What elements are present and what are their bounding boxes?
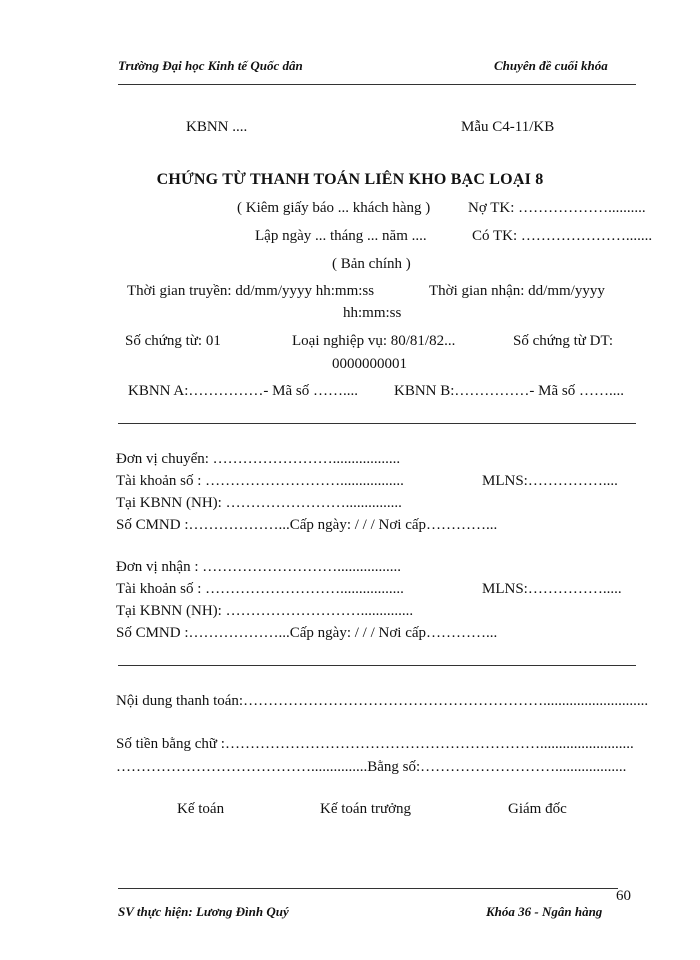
header-school: Trường Đại học Kinh tế Quốc dân xyxy=(118,58,303,73)
signature-director: Giám đốc xyxy=(508,801,567,817)
template-code: Mẫu C4-11/KB xyxy=(461,119,555,135)
receiver-id: Số CMND :………………...Cấp ngày: / / / Nơi cấp…………... xyxy=(116,625,498,641)
original-label: ( Bản chính ) xyxy=(332,256,411,272)
payment-content: Nội dung thanh toán:……………………………………………………............................ xyxy=(116,693,649,709)
amount-in-words: Số tiền bằng chữ :………………………………………………………......................... xyxy=(116,736,634,752)
section-divider-1 xyxy=(118,423,636,424)
receiver-account: Tài khoản số : ………………………................. xyxy=(116,581,404,597)
sender-account: Tài khoản số : ………………………................. xyxy=(116,473,404,489)
business-type: Loại nghiệp vụ: 80/81/82... xyxy=(292,333,456,349)
footer-student: SV thực hiện: Lương Đình Quý xyxy=(118,904,289,919)
receive-time: Thời gian nhận: dd/mm/yyyy xyxy=(429,283,605,299)
amount-in-figures: …………………………………...............Bằng số:………………………................... xyxy=(116,759,627,775)
footer-class: Khóa 36 - Ngân hàng xyxy=(486,904,603,919)
signature-accountant: Kế toán xyxy=(177,801,225,817)
voucher-number: Số chứng từ: 01 xyxy=(125,333,221,349)
section-divider-2 xyxy=(118,665,636,666)
sender-id: Số CMND :………………...Cấp ngày: / / / Nơi cấp…………... xyxy=(116,517,498,533)
sender-unit: Đơn vị chuyển: …………………….................. xyxy=(116,451,401,467)
receiver-bank: Tại KBNN (NH): ……………………….............. xyxy=(116,603,414,619)
dt-voucher-label: Số chứng từ DT: xyxy=(513,333,614,349)
header-divider xyxy=(118,84,636,85)
kbnn-a: KBNN A:……………- Mã số …….... xyxy=(128,383,359,399)
credit-account: Có TK: …………………....... xyxy=(472,228,653,244)
kbnn-label: KBNN .... xyxy=(186,119,248,135)
kbnn-b: KBNN B:……………- Mã số …….... xyxy=(394,383,625,399)
receiver-mlns: MLNS:……………..... xyxy=(482,581,622,597)
send-time: Thời gian truyền: dd/mm/yyyy hh:mm:ss xyxy=(127,283,375,299)
page-number: 60 xyxy=(616,888,631,904)
form-title: CHỨNG TỪ THANH TOÁN LIÊN KHO BẠC LOẠI 8 xyxy=(156,171,544,188)
sender-mlns: MLNS:…………….... xyxy=(482,473,618,489)
subtitle-note: ( Kiêm giấy báo ... khách hàng ) xyxy=(237,200,431,216)
footer-divider xyxy=(118,888,618,889)
header-topic: Chuyên đề cuối khóa xyxy=(494,58,608,73)
dt-voucher-value: 0000000001 xyxy=(332,356,407,372)
receiver-unit: Đơn vị nhận : ………………………................. xyxy=(116,559,402,575)
debit-account: Nợ TK: ……………….......... xyxy=(468,200,646,216)
date-line: Lập ngày ... tháng ... năm .... xyxy=(255,228,427,244)
receive-time-clock: hh:mm:ss xyxy=(343,305,402,321)
signature-chief-accountant: Kế toán trưởng xyxy=(320,801,412,817)
sender-bank: Tại KBNN (NH): ……………………............... xyxy=(116,495,402,511)
